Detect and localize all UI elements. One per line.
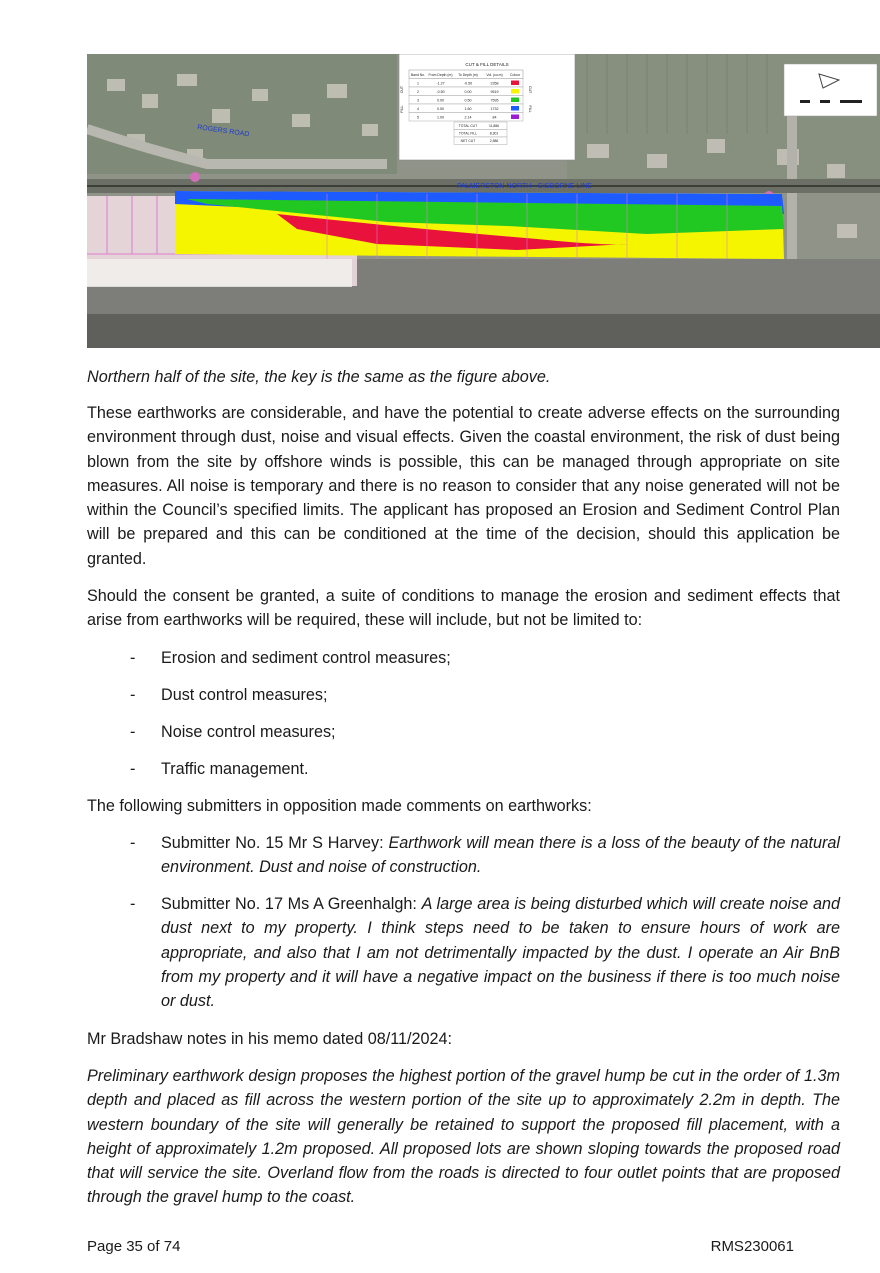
totals-value: 11,886: [488, 124, 500, 129]
table-header-cell: Colour: [510, 73, 520, 77]
group-label-fill: FILL: [400, 105, 404, 113]
submitter-item: - Submitter No. 17 Ms A Greenhalgh: A large area is being disturbed which will create noise and dust next to my property. I think steps need to be taken to ensure hours of work are appropriate, and also that I am not detrimentally impacted by the dust. I operate an Air BnB from my property and it will have a negative impact on the business if there is too much noise or dust.: [130, 895, 840, 1011]
colour-swatch: [511, 98, 519, 103]
totals-label: NET CUT: [460, 139, 476, 144]
table-cell: -0.50: [463, 81, 473, 86]
table-cell: 7595: [490, 98, 499, 103]
table-header-cell: To Depth (m): [458, 73, 478, 77]
totals-label: TOTAL FILL: [458, 131, 478, 136]
table-cell: 1.60: [464, 107, 472, 111]
paragraph-submitters-intro: The following submitters in opposition made comments on earthworks:: [87, 797, 592, 815]
table-cell: 1732: [490, 107, 499, 111]
totals-value: 8,301: [489, 131, 499, 136]
document-reference: RMS230061: [710, 1238, 794, 1255]
group-label-fill: FILL: [528, 105, 532, 113]
aerial-map: [87, 54, 880, 348]
table-cell: -0.50: [436, 90, 445, 94]
rail-label: PALMERSTON NORTH - GISBORNE LINE: [457, 183, 592, 190]
totals-label: TOTAL CUT: [458, 124, 478, 129]
colour-swatch: [511, 106, 519, 111]
earthworks-site-plan-figure: [87, 54, 880, 348]
figure-caption: Northern half of the site, the key is the same as the figure above.: [87, 368, 551, 386]
table-cell: 2358: [490, 81, 499, 86]
paragraph-effects: These earthworks are considerable, and have the potential to create adverse effects on the surrounding environment through dust, noise and visual effects. Given the coastal environment, the risk of dust being blown from the site by offshore winds is possible, this can be managed through appropriate on site measures. All noise is temporary and there is no reason to consider that any noise generated will not be within the Council’s specified limits. The applicant has proposed an Erosion and Sediment Control Plan will be prepared and this can be conditioned at the time of the decision, should this application be granted.: [87, 404, 840, 568]
table-header-cell: Band No.: [410, 73, 426, 77]
group-label-cut: CUT: [400, 85, 404, 94]
table-cell: 84: [492, 115, 497, 120]
memo-quote: Preliminary earthwork design proposes the highest portion of the gravel hump be cut in the order of 1.3m depth and placed as fill across the western portion of the site up to approximately 2.2m in depth. The western boundary of the site will generally be retained to support the proposed fill placement, with a height of approximately 1.2m proposed. All proposed lots are shown sloping towards the proposed road that will service the site. Overland flow from the roads is directed to four outlet points that are proposed through the gravel hump to the coast.: [87, 1067, 840, 1207]
list-item: - Traffic management.: [130, 760, 309, 778]
table-cell: 2: [417, 90, 419, 94]
table-header-cell: From Depth (m): [428, 73, 453, 77]
list-item: - Noise control measures;: [130, 723, 336, 741]
table-title: CUT & FILL DETAILS: [465, 62, 509, 67]
colour-swatch: [511, 89, 519, 94]
page-number: Page 35 of 74: [87, 1238, 181, 1255]
paragraph-memo-intro: Mr Bradshaw notes in his memo dated 08/11/2024:: [87, 1030, 453, 1048]
cut-fill-table: [399, 54, 575, 160]
road-label: ROGERS ROAD: [196, 124, 250, 139]
totals-value: 2,586: [489, 139, 499, 144]
paragraph-conditions-intro: Should the consent be granted, a suite of conditions to manage the erosion and sediment effects that arise from earthworks will be required, these will include, but not be limited to:: [87, 587, 840, 630]
table-header-cell: Vol. (cu.m): [486, 73, 503, 77]
table-cell: 0.00: [437, 98, 444, 103]
colour-swatch: [511, 81, 519, 86]
list-item: - Erosion and sediment control measures;: [130, 649, 451, 667]
table-cell: 0.50: [464, 98, 472, 103]
list-item: - Dust control measures;: [130, 686, 328, 704]
table-cell: 4: [417, 107, 419, 111]
table-cell: 2.14: [464, 115, 472, 120]
group-label-cut: CUT: [528, 85, 532, 94]
table-cell: -1.27: [436, 81, 445, 86]
submitter-item: - Submitter No. 15 Mr S Harvey: Earthwork will mean there is a loss of the beauty of the natural environment. Dust and noise of construction.: [130, 834, 840, 877]
north-arrow-box: [784, 64, 877, 116]
table-cell: 0.00: [464, 90, 472, 94]
table-cell: 9519: [490, 90, 499, 94]
table-cell: 3: [417, 98, 419, 103]
table-cell: 0.50: [437, 107, 444, 111]
table-cell: 1.00: [437, 115, 444, 120]
colour-swatch: [511, 115, 519, 120]
table-cell: 1: [417, 81, 419, 86]
table-cell: 5: [417, 115, 419, 120]
